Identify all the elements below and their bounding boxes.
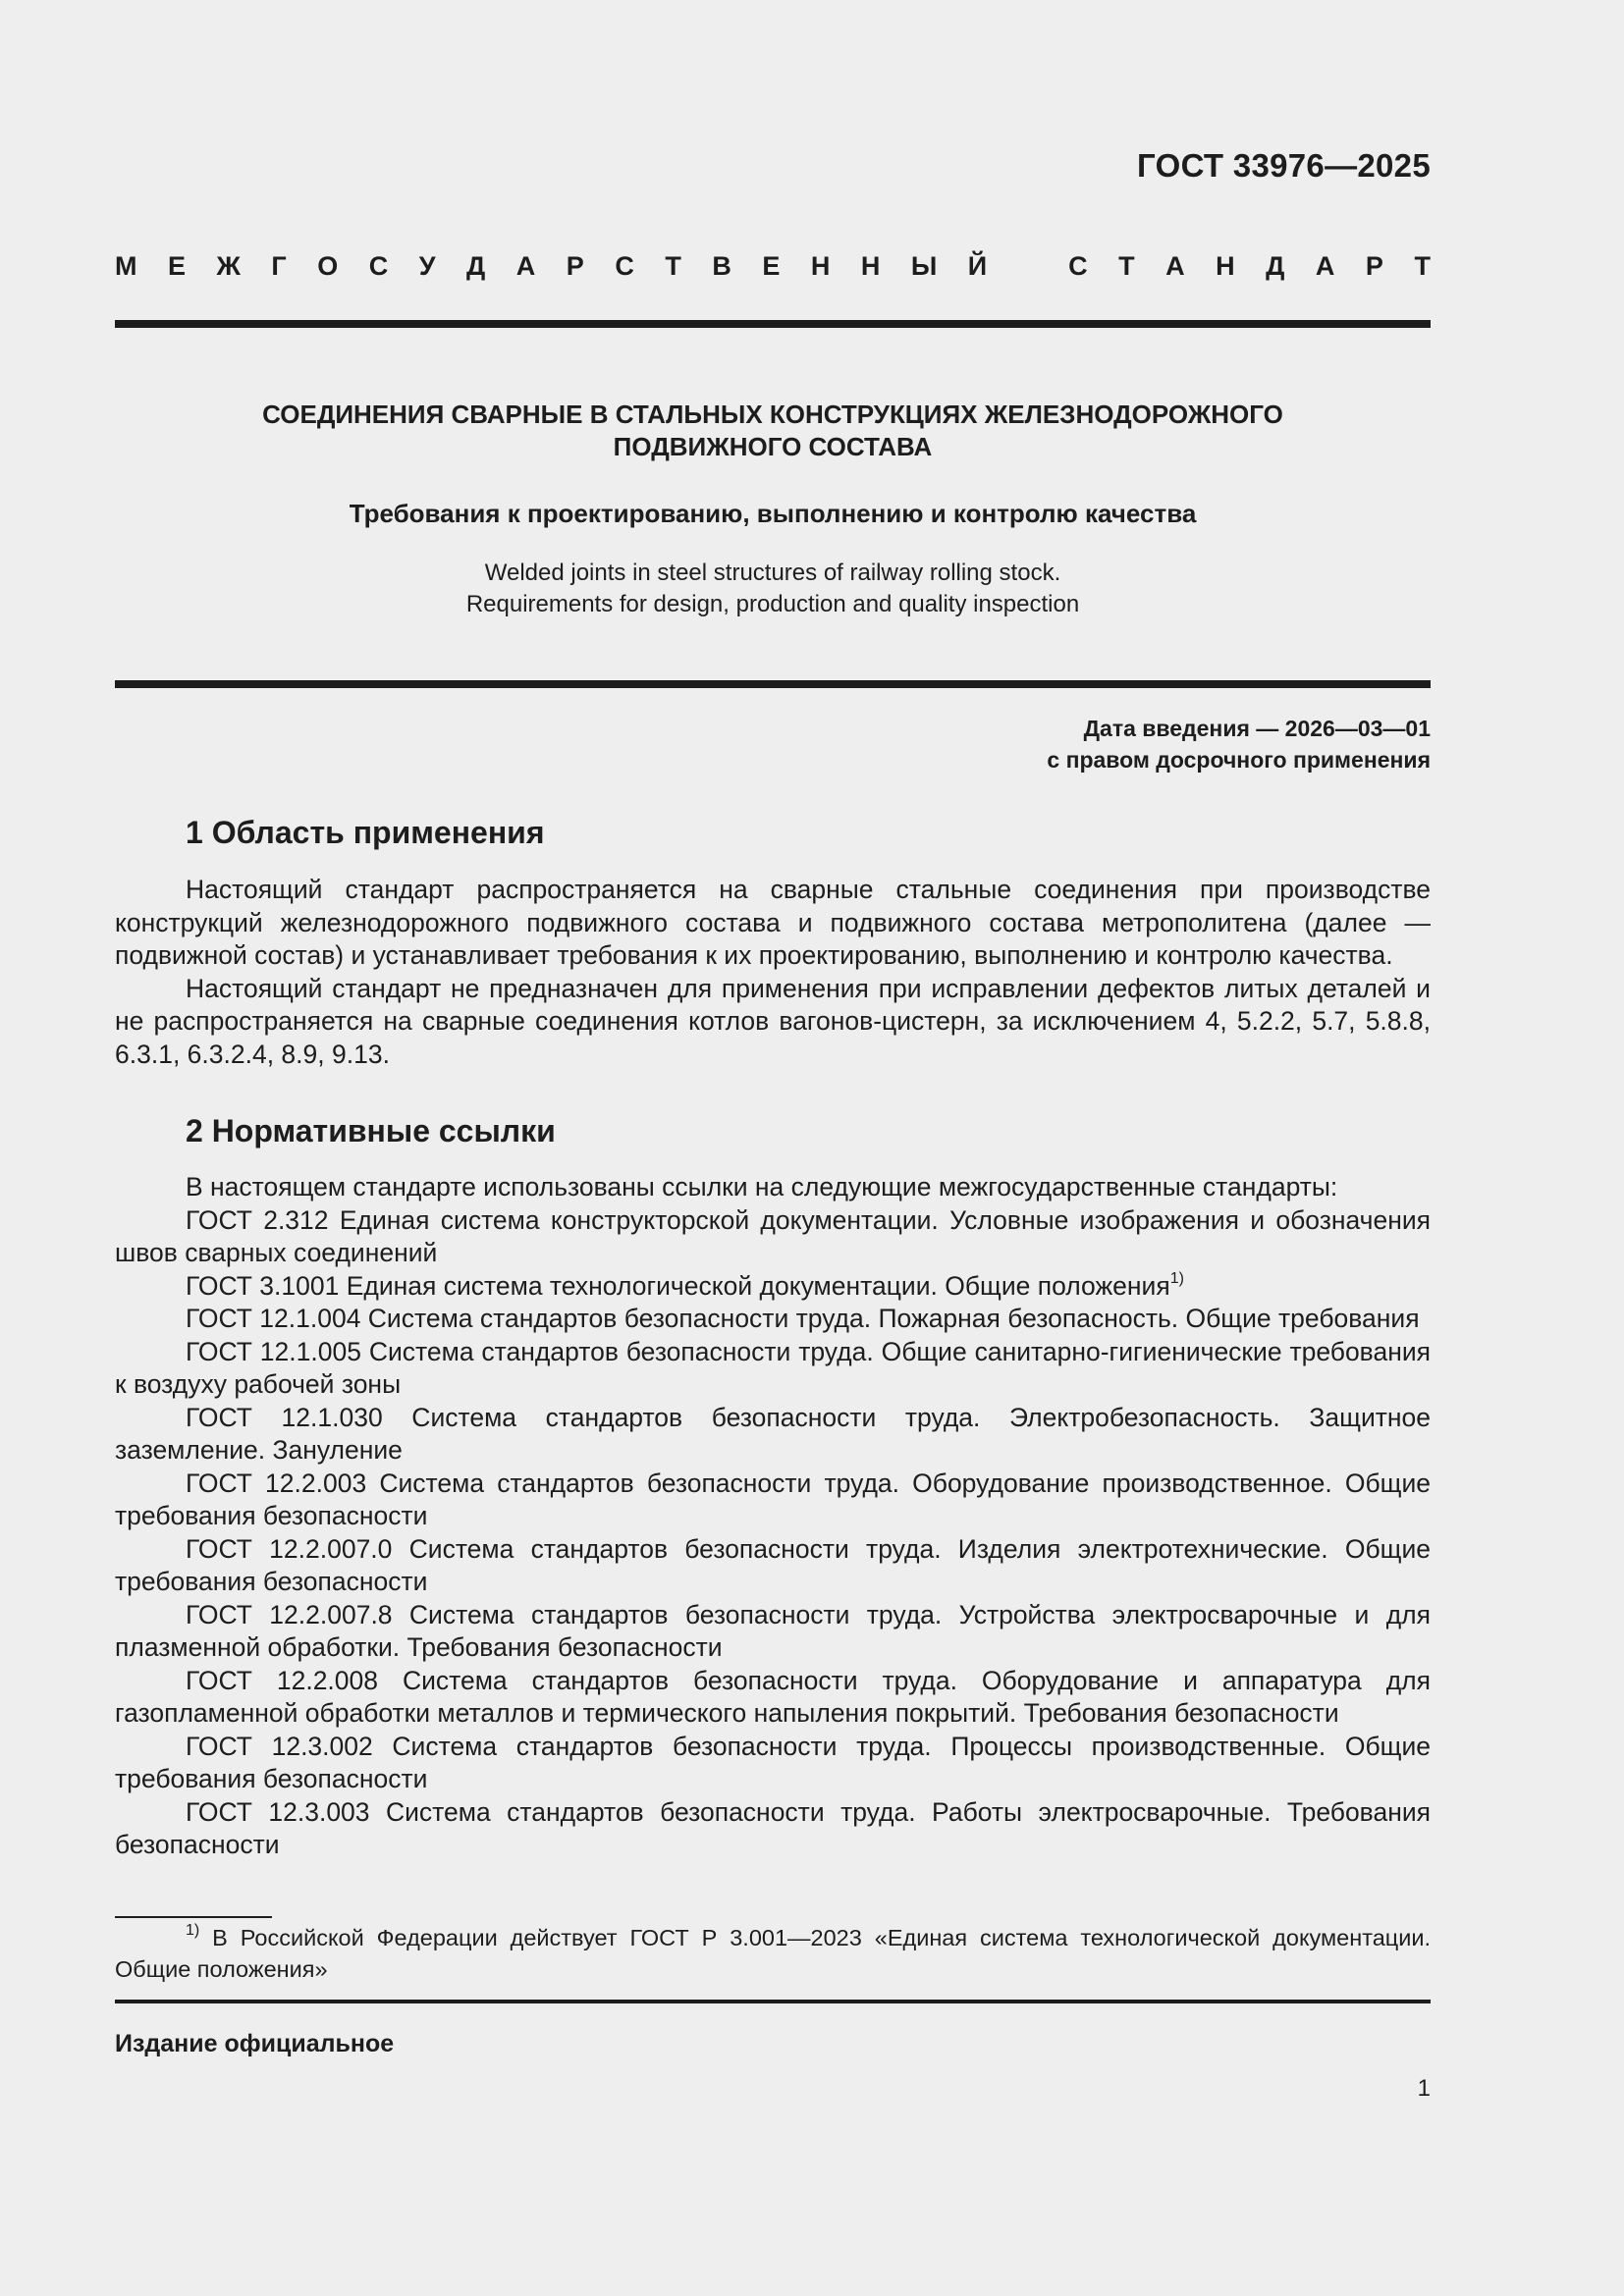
reference-item: ГОСТ 12.1.030 Система стандартов безопасности труда. Электробезопасность. Защитное заземление. Зануление	[115, 1402, 1431, 1465]
reference-item: ГОСТ 2.312 Единая система конструкторской документации. Условные изображения и обозначения швов сварных соединений	[115, 1204, 1431, 1267]
standard-type-letter: Ж	[216, 251, 241, 281]
english-title-line-1: Welded joints in steel structures of railway rolling stock.	[484, 560, 1061, 586]
section-1-paragraph: Настоящий стандарт распространяется на сварные стальные соединения при производстве конструкций железнодорожного подвижного состава и подвижного состава метрополитена (далее — подвижной состав) и устанавливает требования к их проектированию, выполнению и контролю качества.	[115, 875, 1431, 970]
intro-date-line-1: Дата введения — 2026—03—01	[1083, 716, 1431, 741]
standard-type-letter: С	[1068, 251, 1088, 281]
standard-type-letter: С	[368, 251, 389, 281]
reference-item: ГОСТ 12.3.002 Система стандартов безопасности труда. Процессы производственные. Общие требования безопасности	[115, 1731, 1431, 1793]
reference-item: ГОСТ 12.2.008 Система стандартов безопасности труда. Оборудование и аппаратура для газопламенной обработки металлов и термического напыления покрытий. Требования безопасности	[115, 1665, 1431, 1728]
reference-item: ГОСТ 12.1.005 Система стандартов безопасности труда. Общие санитарно-гигиенические требования к воздуху рабочей зоны	[115, 1336, 1431, 1399]
document-subtitle: Требования к проектированию, выполнению и контролю качества	[349, 499, 1197, 528]
standard-type-letter: Т	[1414, 251, 1431, 281]
document-title	[115, 399, 1431, 463]
section-1-heading: 1 Область применения	[186, 815, 545, 850]
section-2-intro: В настоящем стандарте использованы ссылки на следующие межгосударственные стандарты:	[186, 1172, 1338, 1201]
intro-date-line-2: с правом досрочного применения	[1047, 747, 1431, 773]
title-line-2: ПОДВИЖНОГО СОСТАВА	[613, 432, 933, 461]
page-number: 1	[1417, 2075, 1431, 2102]
footnote	[115, 1922, 1431, 1985]
standard-type-letter: М	[115, 251, 137, 281]
section-2-body	[115, 1171, 1431, 1862]
standard-type-letter: А	[1165, 251, 1185, 281]
title-line-1: СОЕДИНЕНИЯ СВАРНЫЕ В СТАЛЬНЫХ КОНСТРУКЦИЯХ ЖЕЛЕЗНОДОРОЖНОГО	[262, 400, 1283, 429]
english-title	[115, 558, 1431, 620]
reference-item: ГОСТ 12.2.007.0 Система стандартов безопасности труда. Изделия электротехнические. Общие требования безопасности	[115, 1533, 1431, 1596]
standard-type-letter: Н	[810, 251, 831, 281]
standard-type-letter: Е	[762, 251, 781, 281]
standard-type-letter: Й	[967, 251, 988, 281]
standard-type-letter: Е	[168, 251, 187, 281]
english-title-line-2: Requirements for design, production and quality inspection	[465, 591, 1080, 617]
document-number: ГОСТ 33976—2025	[1137, 147, 1431, 184]
footnote-separator	[115, 1916, 272, 1918]
standard-type-letter: Т	[1118, 251, 1135, 281]
standard-type-letter: Н	[1216, 251, 1235, 281]
word-gap	[1018, 251, 1038, 282]
standard-type-letter: Р	[1365, 251, 1383, 281]
standard-type-letter: Ы	[910, 251, 938, 281]
footnote-marker: 1)	[1169, 1269, 1184, 1287]
standard-type-letter: Г	[271, 251, 287, 281]
standard-type-letter: Р	[566, 251, 584, 281]
official-edition-label: Издание официальное	[115, 2030, 395, 2057]
standard-type-letter: А	[515, 251, 536, 281]
section-1-paragraph: Настоящий стандарт не предназначен для применения при исправлении дефектов литых деталей и не распространяется на сварные соединения котлов вагонов-цистерн, за исключением 4, 5.2.2, 5.7, 5.8.8, 6.3.1, 6.3.2.4, 8.9, 9.13.	[115, 973, 1431, 1069]
footer-rule	[115, 2000, 1431, 2003]
title-rule	[115, 680, 1431, 688]
reference-item: ГОСТ 12.3.003 Система стандартов безопасности труда. Работы электросварочные. Требования безопасности	[115, 1796, 1431, 1859]
header-rule	[115, 320, 1431, 328]
section-2-heading: 2 Нормативные ссылки	[186, 1113, 556, 1148]
standard-type-letter: А	[1315, 251, 1335, 281]
reference-item: ГОСТ 12.1.004 Система стандартов безопасности труда. Пожарная безопасность. Общие требования	[186, 1304, 1420, 1333]
reference-item	[115, 1270, 1431, 1304]
section-1-body	[115, 874, 1431, 1071]
standard-type-letter: Т	[665, 251, 681, 281]
standard-type-letter: Н	[860, 251, 881, 281]
reference-item: ГОСТ 12.2.003 Система стандартов безопасности труда. Оборудование производственное. Общие требования безопасности	[115, 1468, 1431, 1530]
standard-type-heading	[115, 251, 1431, 282]
standard-type-letter: Д	[1266, 251, 1285, 281]
reference-text: ГОСТ 3.1001 Единая система технологической документации. Общие положения	[186, 1270, 1170, 1301]
standard-type-letter: О	[317, 251, 339, 281]
standard-type-letter: В	[712, 251, 731, 281]
reference-item: ГОСТ 12.2.007.8 Система стандартов безопасности труда. Устройства электросварочные и для плазменной обработки. Требования безопасности	[115, 1599, 1431, 1662]
footnote-text: В Российской Федерации действует ГОСТ Р 3.001—2023 «Единая система технологической документации. Общие положения»	[115, 1925, 1432, 1982]
footnote-mark: 1)	[186, 1922, 200, 1940]
standard-type-letter: У	[418, 251, 436, 281]
standard-type-letter: С	[615, 251, 634, 281]
standard-type-letter: Д	[466, 251, 486, 281]
introduction-date	[1047, 713, 1431, 775]
